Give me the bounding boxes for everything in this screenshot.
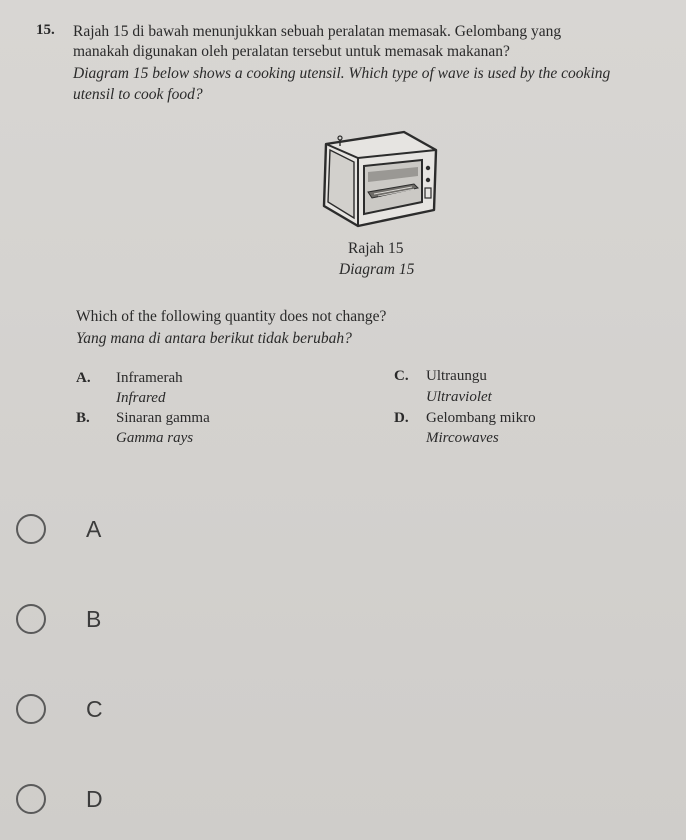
figure-caption-english: Diagram 15 <box>339 261 415 278</box>
question-number: 15. <box>36 22 55 38</box>
choice-c-english: Ultraviolet <box>426 389 492 405</box>
answer-option-c-label: C <box>86 696 103 722</box>
microwave-oven-icon <box>318 122 442 232</box>
radio-circle-icon[interactable] <box>16 604 46 634</box>
question-text-malay-line1: Rajah 15 di bawah menunjukkan sebuah peralatan memasak. Gelombang yang <box>73 23 562 40</box>
question-text-english-line2: utensil to cook food? <box>73 86 203 103</box>
choice-b-letter: B. <box>76 410 90 426</box>
question-text-malay-line2: manakah digunakan oleh peralatan tersebut untuk memasak makanan? <box>73 43 510 60</box>
choice-d-malay: Gelombang mikro <box>426 410 536 426</box>
answer-option-b-label: B <box>86 606 102 632</box>
choice-b-english: Gamma rays <box>116 430 194 446</box>
radio-circle-icon[interactable] <box>16 514 46 544</box>
answer-option-d[interactable] <box>16 782 316 822</box>
radio-circle-icon[interactable] <box>16 694 46 724</box>
answer-option-c[interactable] <box>16 692 316 732</box>
question-text-english-line1: Diagram 15 below shows a cooking utensil. Which type of wave is used by the cooking <box>73 65 611 82</box>
radio-circle-icon[interactable] <box>16 784 46 814</box>
choice-d-letter: D. <box>394 410 409 426</box>
prompt-malay: Yang mana di antara berikut tidak berubah? <box>76 330 352 347</box>
choice-d-english: Mircowaves <box>426 430 499 446</box>
answer-option-a[interactable] <box>16 512 316 552</box>
choice-b-malay: Sinaran gamma <box>116 410 210 426</box>
prompt-english: Which of the following quantity does not change? <box>76 308 387 325</box>
answer-option-d-label: D <box>86 786 103 812</box>
choice-c-letter: C. <box>394 368 409 384</box>
answer-option-a-label: A <box>86 516 102 542</box>
choice-c-malay: Ultraungu <box>426 368 487 384</box>
choice-a-english: Infrared <box>116 390 166 406</box>
choice-a-malay: Inframerah <box>116 370 183 386</box>
figure-caption-malay: Rajah 15 <box>348 240 404 257</box>
choice-a-letter: A. <box>76 370 91 386</box>
answer-option-b[interactable] <box>16 602 316 642</box>
